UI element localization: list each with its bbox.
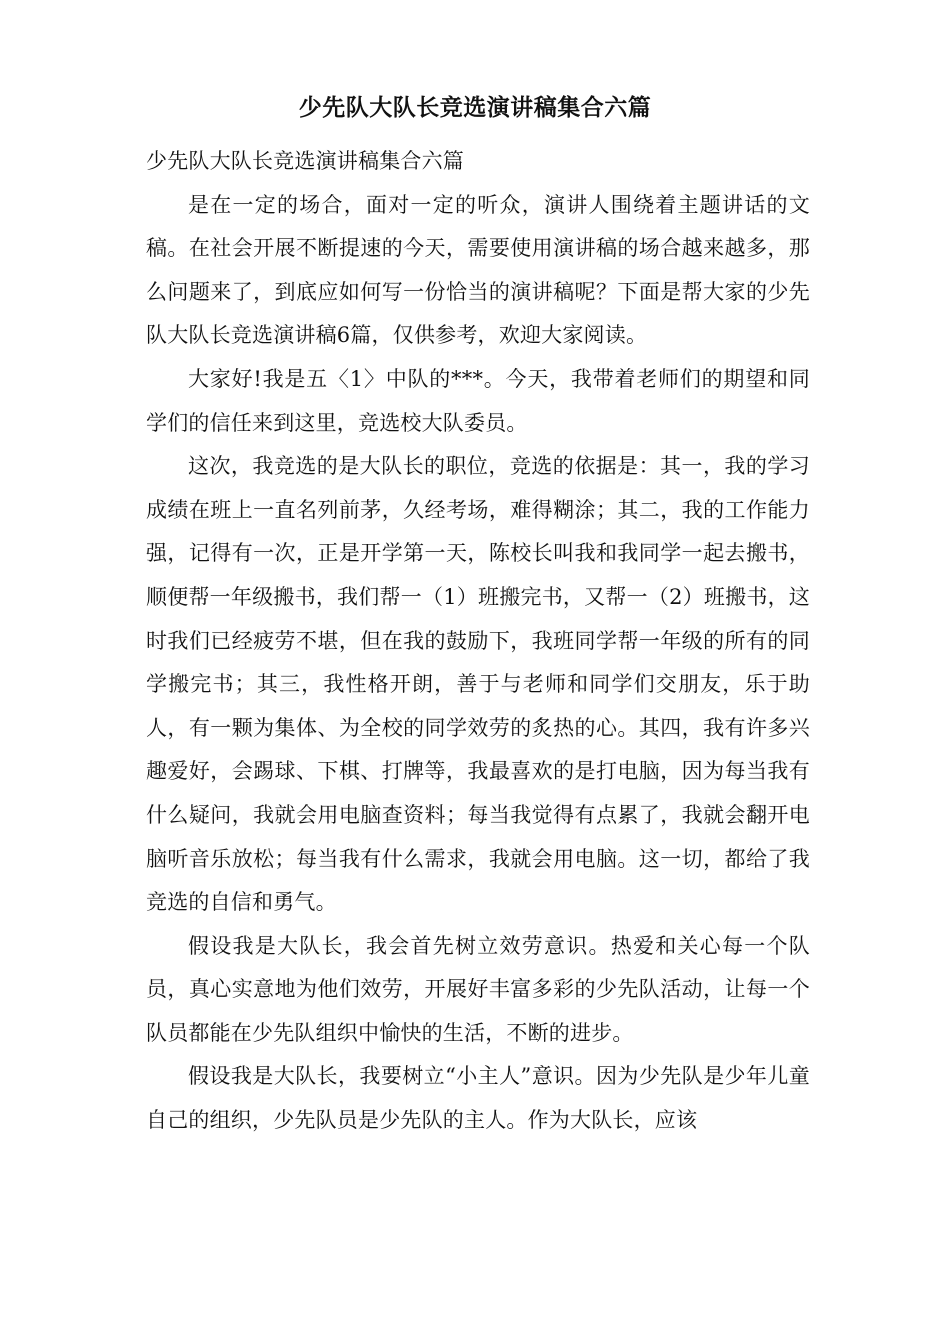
subtitle-paragraph: 少先队大队长竞选演讲稿集合六篇 bbox=[146, 149, 464, 173]
service-paragraph: 假设我是大队长，我会首先树立效劳意识。热爱和关心每一个队员，真心实意地为他们效劳，开展好丰富多彩的少先队活动，让每一个队员都能在少先队组织中愉快的生活，不断的进步。 bbox=[146, 933, 810, 1045]
greeting-paragraph: 大家好!我是五〈1〉中队的***。今天，我带着老师们的期望和同学们的信任来到这里，竞选校大队委员。 bbox=[146, 366, 810, 435]
document-body bbox=[146, 140, 810, 1143]
intro-paragraph: 是在一定的场合，面对一定的听众，演讲人围绕着主题讲话的文稿。在社会开展不断提速的今天，需要使用演讲稿的场合越来越多，那么问题来了，到底应如何写一份恰当的演讲稿呢？下面是帮大家的少先队大队长竞选演讲稿6篇，仅供参考，欢迎大家阅读。 bbox=[146, 192, 810, 348]
qualifications-paragraph: 这次，我竞选的是大队长的职位，竞选的依据是：其一，我的学习成绩在班上一直名列前茅，久经考场，难得糊涂；其二，我的工作能力强，记得有一次，正是开学第一天，陈校长叫我和我同学一起去搬书，顺便帮一年级搬书，我们帮一（1）班搬完书，又帮一（2）班搬书，这时我们已经疲劳不堪，但在我的鼓励下，我班同学帮一年级的所有的同学搬完书；其三，我性格开朗，善于与老师和同学们交朋友，乐于助人，有一颗为集体、为全校的同学效劳的炙热的心。其四，我有许多兴趣爱好，会踢球、下棋、打牌等，我最喜欢的是打电脑，因为每当我有什么疑问，我就会用电脑查资料；每当我觉得有点累了，我就会翻开电脑听音乐放松；每当我有什么需求，我就会用电脑。这一切，都给了我竞选的自信和勇气。 bbox=[146, 454, 810, 915]
ownership-paragraph: 假设我是大队长，我要树立“小主人”意识。因为少先队是少年儿童自己的组织，少先队员是少先队的主人。作为大队长，应该 bbox=[146, 1064, 810, 1133]
document-title: 少先队大队长竞选演讲稿集合六篇 bbox=[298, 94, 652, 121]
